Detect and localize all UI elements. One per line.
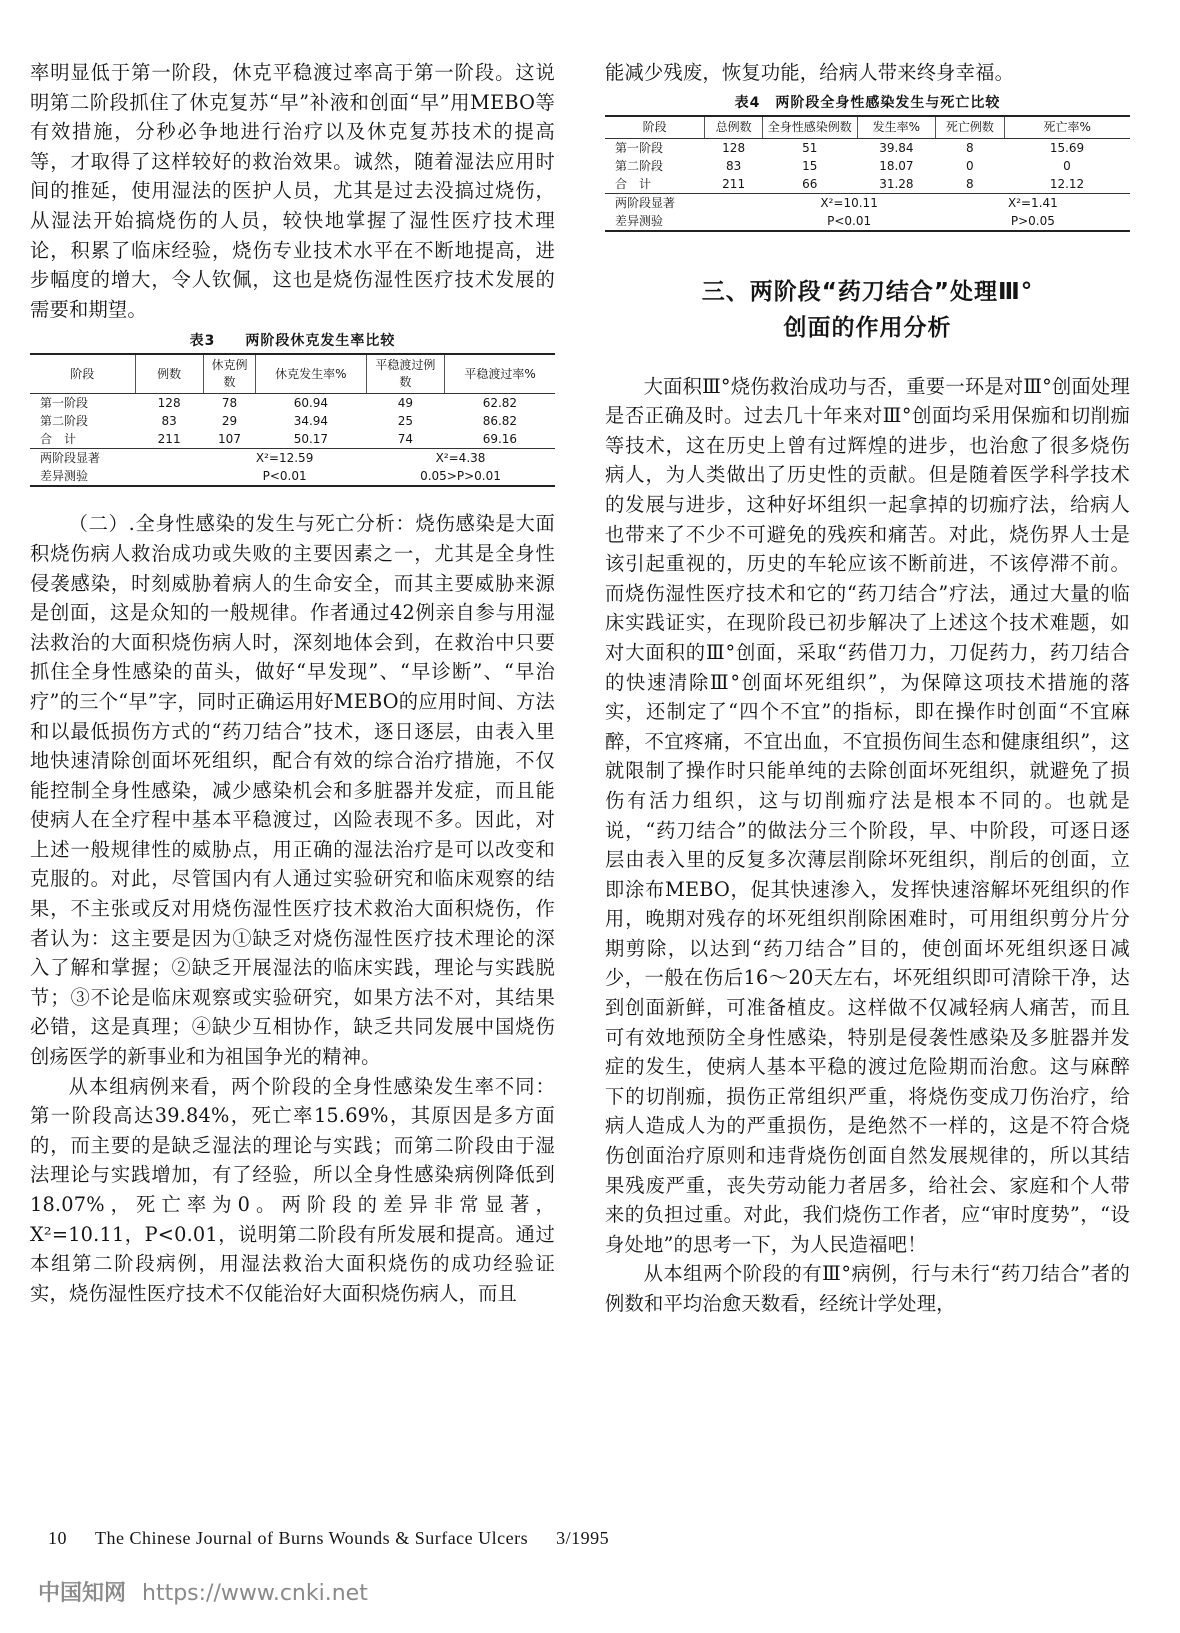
body-paragraph: 从本组两个阶段的有Ⅲ°病例，行与未行“药刀结合”者的例数和平均治愈天数看，经统计学处理，: [605, 1262, 1130, 1315]
table-cell: 39.84: [879, 140, 914, 155]
col-header: 休克例数: [203, 354, 256, 394]
p-value: P<0.01: [827, 213, 872, 228]
table-row: [605, 157, 1130, 175]
col-header: 阶段: [30, 354, 135, 394]
left-column: [30, 58, 555, 1308]
table-cell: 两阶段显著: [40, 451, 101, 466]
body-paragraph: 能减少残废，恢复功能，给病人带来终身幸福。: [605, 61, 1015, 84]
body-paragraph: 率明显低于第一阶段，休克平稳渡过率高于第一阶段。这说明第二阶段抓住了休克复苏“早”补液和创面“早”用MEBO等有效措施，分秒必争地进行治疗以及休克复苏技术的提高等，才取得了这样较好的救治效果。诚然，随着湿法应用时间的推延，使用湿法的医护人员，尤其是过去没搞过烧伤，从湿法开始搞烧伤的人员，较快地掌握了湿性医疗技术理论，积累了临床经验，烧伤专业技术水平在不断地提高，进步幅度的增大，令人钦佩，这也是烧伤湿性医疗技术发展的需要和期望。: [30, 61, 555, 321]
significance-row: [30, 467, 555, 486]
table-cell: 211: [135, 430, 203, 449]
table-cell: 211: [705, 175, 763, 194]
section-heading-line: 创面的作用分析: [783, 314, 952, 341]
table-cell: 74: [366, 430, 445, 449]
table-cell: 合 计: [30, 430, 135, 449]
chi-square-value: X²=1.41: [1007, 195, 1058, 210]
table-row: [30, 430, 555, 449]
col-header: 死亡例数: [936, 116, 1004, 139]
p-value: 0.05>P>0.01: [420, 469, 501, 484]
table-cell: 69.16: [445, 430, 555, 449]
table-cell: 51: [802, 140, 818, 155]
table-cell: 15.69: [1049, 140, 1085, 155]
col-header: 发生率%: [857, 116, 936, 139]
table-cell: 合 计: [605, 175, 705, 194]
table-cell: 18.07: [879, 158, 914, 173]
table-cell: 第一阶段: [615, 140, 664, 155]
watermark: [38, 1576, 368, 1607]
table-cell: 差异测验: [40, 469, 89, 484]
col-header: 全身性感染例数: [763, 116, 858, 139]
watermark-brand: 中国知网: [38, 1581, 127, 1606]
body-paragraph: 从本组病例来看，两个阶段的全身性感染发生率不同：第一阶段高达39.84%，死亡率15.69%，其原因是多方面的，而主要的是缺乏湿法的理论与实践；而第二阶段由于湿法理论与实践增加，有了经验，所以全身性感染病例降低到18.07%，死亡率为0。两阶段的差异非常显著，X²=10.11，P<0.01，说明第二阶段有所发展和提高。通过本组第二阶段病例，用湿法救治大面积烧伤的成功经验证实，烧伤湿性医疗技术不仅能治好大面积烧伤病人，而且: [30, 1074, 555, 1305]
chi-square-value: X²=10.11: [820, 195, 878, 210]
table-cell: 128: [722, 140, 746, 155]
significance-row: [605, 212, 1130, 231]
table-cell: 50.17: [256, 430, 366, 449]
table-cell: 第二阶段: [615, 158, 664, 173]
table-cell: 107: [203, 430, 256, 449]
body-paragraph: （二）.全身性感染的发生与死亡分析：烧伤感染是大面积烧伤病人救治成功或失败的主要因素之一，尤其是全身性侵袭感染，时刻威胁着病人的生命安全，而其主要威胁来源是创面，这是众知的一般规律。作者通过42例亲自参与用湿法救治的大面积烧伤病人时，深刻地体会到，在救治中只要抓住全身性感染的苗头，做好“早发现”、“早诊断”、“早治疗”的三个“早”字，同时正确运用好MEBO的应用时间、方法和以最低损伤方式的“药刀结合”技术，逐日逐层，由表入里地快速清除创面坏死组织，配合有效的综合治疗措施，不仅能控制全身性感染，减少感染机会和多脏器并发症，而且能使病人在全疗程中基本平稳渡过，凶险表现不多。因此，对上述一般规律性的威胁点，用正确的湿法治疗是可以改变和克服的。对此，尽管国内有人通过实验研究和临床观察的结果，不主张或反对用烧伤湿性医疗技术救治大面积烧伤，作者认为：这主要是因为①缺乏对烧伤湿性医疗技术理论的深入了解和掌握；②缺乏开展湿法的临床实践，理论与实践脱节；③不论是临床观察或实验研究，如果方法不对，其结果必错，这是真理；④缺少互相协作，缺乏共同发展中国烧伤创疡医学的新事业和为祖国争光的精神。: [30, 512, 555, 1069]
table-row: [605, 138, 1130, 157]
p-value: P>0.05: [1010, 213, 1055, 228]
table-cell: 8: [936, 175, 1004, 194]
table-cell: 第一阶段: [40, 396, 89, 411]
table-cell: 86.82: [482, 414, 518, 429]
table-cell: 60.94: [293, 396, 329, 411]
body-paragraph: 大面积Ⅲ°烧伤救治成功与否，重要一环是对Ⅲ°创面处理是否正确及时。过去几十年来对Ⅲ°创面均采用保痂和切削痂等技术，这在历史上曾有过辉煌的进步，也治愈了很多烧伤病人，为人类做出了历史性的贡献。但是随着医学科学技术的发展与进步，这种好坏组织一起拿掉的切痂疗法，给病人也带来了不少不可避免的残疾和痛苦。对此，烧伤界人士是该引起重视的，历史的车轮应该不断前进，不该停滞不前。而烧伤湿性医疗技术和它的“药刀结合”疗法，通过大量的临床实践证实，在现阶段已初步解决了上述这个技术难题，如对大面积的Ⅲ°创面，采取“药借刀力，刀促药力，药刀结合的快速清除Ⅲ°创面坏死组织”，为保障这项技术措施的落实，还制定了“四个不宜”的指标，即在操作时创面“不宜麻醉，不宜疼痛，不宜出血，不宜损伤间生态和健康组织”，这就限制了操作时只能单纯的去除创面坏死组织，就避免了损伤有活力组织，这与切削痂疗法是根本不同的。也就是说，“药刀结合”的做法分三个阶段，早、中阶段，可逐日逐层由表入里的反复多次薄层削除坏死组织，削后的创面，立即涂布MEBO，促其快速渗入，发挥快速溶解坏死组织的作用，晚期对残存的坏死组织削除困难时，可用组织剪分片分期剪除，以达到“药刀结合”目的，使创面坏死组织逐日减少，一般在伤后16～20天左右，坏死组织即可清除干净，达到创面新鲜，可准备植皮。这样做不仅减轻病人痛苦，而且可有效地预防全身性感染，特别是侵袭性感染及多脏器并发症的发生，使病人基本平稳的渡过危险期而治愈。这与麻醉下的切削痂，损伤正常组织严重，将烧伤变成刀伤治疗，给病人造成人为的严重损伤，是绝然不一样的，这是不符合烧伤创面治疗原则和违背烧伤创面自然发展规律的，所以其结果残废严重，丧失劳动能力者居多，给社会、家庭和个人带来的负担过重。对此，我们烧伤工作者，应“审时度势”，“设身处地”的思考一下，为人民造福吧！: [605, 374, 1130, 1256]
table-cell: 49: [397, 396, 414, 411]
col-header: 例数: [135, 354, 203, 394]
table-cell: 34.94: [293, 414, 329, 429]
right-column: [605, 58, 1130, 1319]
col-header: 阶段: [605, 116, 705, 139]
table-cell: 8: [966, 140, 974, 155]
col-header: 平稳渡过例 数: [366, 354, 445, 394]
table-caption: 表4 两阶段全身性感染发生与死亡比较: [734, 94, 1001, 111]
table-cell: 29: [221, 414, 238, 429]
p-value: P<0.01: [262, 469, 307, 484]
table-cell: 差异测验: [615, 213, 664, 228]
significance-row: [605, 193, 1130, 212]
table-cell: 31.28: [857, 175, 936, 194]
chi-square-value: X²=4.38: [435, 451, 486, 466]
col-header: 总例数: [705, 116, 763, 139]
table-row: [30, 412, 555, 430]
infection-death-table: [605, 115, 1130, 232]
table-cell: 83: [725, 158, 742, 173]
shock-rate-table: [30, 353, 555, 487]
col-header: 死亡率%: [1004, 116, 1130, 139]
page-footer: [48, 1528, 637, 1549]
section-heading-line: 三、两阶段“药刀结合”处理Ⅲ°: [701, 278, 1034, 305]
table-cell: 0: [966, 158, 974, 173]
significance-row: [30, 449, 555, 468]
table-cell: 0: [1063, 158, 1071, 173]
table-cell: 25: [397, 414, 414, 429]
table-cell: 83: [161, 414, 177, 429]
table-cell: 15: [802, 158, 818, 173]
chi-square-value: X²=12.59: [255, 451, 314, 466]
table-caption: 表3 两阶段休克发生率比较: [189, 333, 396, 350]
watermark-url[interactable]: https://www.cnki.net: [142, 1581, 368, 1606]
table-row: [605, 175, 1130, 194]
table-row: [30, 394, 555, 413]
col-header: 平稳渡过率%: [445, 354, 555, 394]
col-header: 休克发生率%: [256, 354, 366, 394]
table-cell: 两阶段显著: [615, 195, 676, 210]
section-heading: [605, 274, 1130, 346]
table-cell: 128: [157, 396, 181, 411]
table-cell: 12.12: [1004, 175, 1130, 194]
table-cell: 78: [221, 396, 238, 411]
issue-number: 3/1995: [556, 1528, 610, 1548]
journal-name: The Chinese Journal of Burns Wounds & Surface Ulcers: [95, 1528, 529, 1548]
table-cell: 66: [763, 175, 858, 194]
table-cell: 第二阶段: [40, 414, 89, 429]
table-cell: 62.82: [482, 396, 518, 411]
page-number: 10: [48, 1528, 67, 1548]
